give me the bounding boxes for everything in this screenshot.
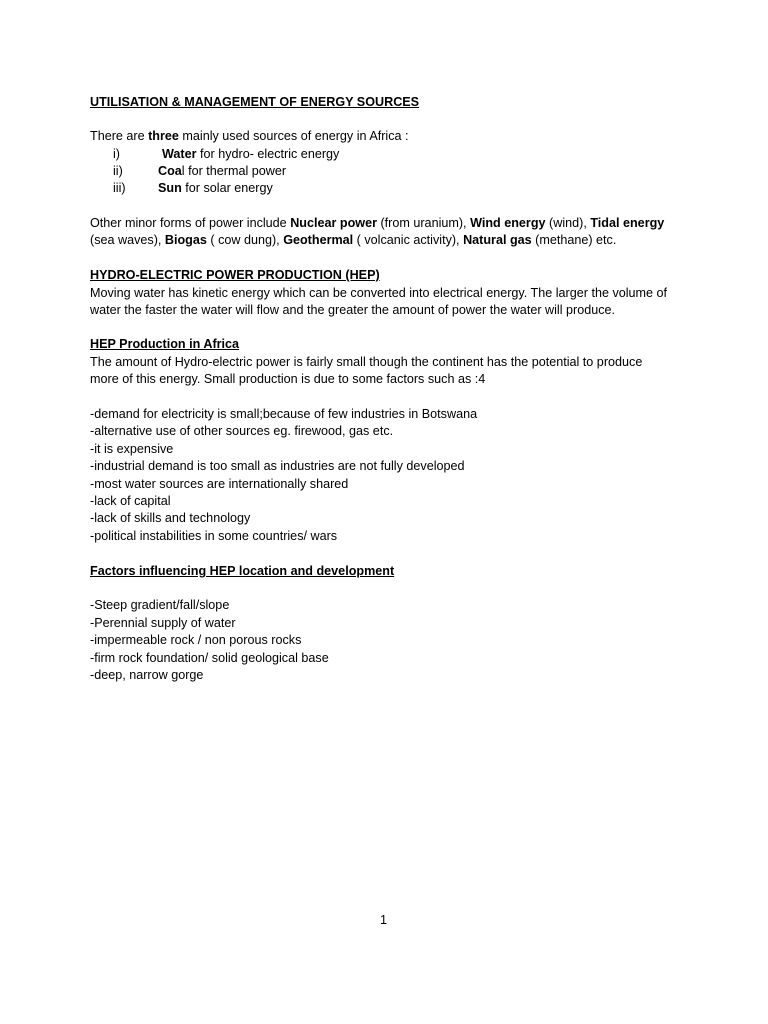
minor-bold: Nuclear power bbox=[290, 216, 377, 230]
main-heading: UTILISATION & MANAGEMENT OF ENERGY SOURCES bbox=[90, 95, 420, 109]
hep-heading: HYDRO-ELECTRIC POWER PRODUCTION (HEP) bbox=[90, 268, 380, 282]
list-item: -impermeable rock / non porous rocks bbox=[90, 633, 302, 647]
minor-bold: Tidal energy bbox=[590, 216, 665, 230]
minor-text: (wind), bbox=[545, 216, 591, 230]
list-item: -industrial demand is too small as industries are not fully developed bbox=[90, 459, 465, 473]
minor-line-2 bbox=[90, 232, 616, 249]
minor-text: ( cow dung), bbox=[206, 233, 284, 247]
list-item-text: for solar energy bbox=[181, 181, 273, 195]
minor-bold: Wind energy bbox=[470, 216, 546, 230]
list-item bbox=[158, 180, 273, 197]
list-item: -political instabilities in some countries/ wars bbox=[90, 529, 338, 543]
list-number: iii) bbox=[113, 181, 126, 195]
list-item: -demand for electricity is small;because of few industries in Botswana bbox=[90, 407, 478, 421]
list-number: ii) bbox=[113, 164, 123, 178]
list-number: i) bbox=[113, 147, 120, 161]
minor-text: (sea waves), bbox=[90, 233, 165, 247]
minor-bold: Geothermal bbox=[283, 233, 354, 247]
list-item-bold: Sun bbox=[158, 181, 182, 195]
africa-heading: HEP Production in Africa bbox=[90, 337, 240, 351]
intro-before: There are bbox=[90, 129, 149, 143]
intro-after: mainly used sources of energy in Africa : bbox=[178, 129, 409, 143]
list-item: -Steep gradient/fall/slope bbox=[90, 598, 230, 612]
minor-text: ( volcanic activity), bbox=[353, 233, 464, 247]
list-item bbox=[162, 146, 339, 163]
list-item: -lack of capital bbox=[90, 494, 171, 508]
list-item bbox=[158, 163, 286, 180]
africa-paragraph-line: more of this energy. Small production is due to some factors such as :4 bbox=[90, 372, 486, 386]
list-item-bold: Coa bbox=[158, 164, 182, 178]
list-item: -Perennial supply of water bbox=[90, 616, 236, 630]
minor-bold: Natural gas bbox=[463, 233, 532, 247]
list-item: -most water sources are internationally shared bbox=[90, 477, 349, 491]
list-item-text: l for thermal power bbox=[181, 164, 287, 178]
location-heading: Factors influencing HEP location and development bbox=[90, 564, 395, 578]
list-item-bold: Water bbox=[162, 147, 197, 161]
list-item: -it is expensive bbox=[90, 442, 174, 456]
africa-paragraph-line: The amount of Hydro-electric power is fairly small though the continent has the potential to produce bbox=[90, 355, 643, 369]
minor-bold: Biogas bbox=[164, 233, 207, 247]
page-number: 1 bbox=[380, 913, 388, 927]
list-item: -alternative use of other sources eg. firewood, gas etc. bbox=[90, 424, 394, 438]
list-item: -firm rock foundation/ solid geological base bbox=[90, 651, 329, 665]
intro-bold: three bbox=[148, 129, 179, 143]
intro-line bbox=[90, 128, 409, 145]
minor-line-1 bbox=[90, 215, 664, 232]
hep-paragraph-line: water the faster the water will flow and the greater the amount of power the water will produce. bbox=[90, 303, 616, 317]
list-item-text: for hydro- electric energy bbox=[196, 147, 340, 161]
minor-text: (methane) etc. bbox=[531, 233, 617, 247]
list-item: -deep, narrow gorge bbox=[90, 668, 204, 682]
minor-text: Other minor forms of power include bbox=[90, 216, 291, 230]
hep-paragraph-line: Moving water has kinetic energy which can be converted into electrical energy. The larger the volume of bbox=[90, 286, 668, 300]
minor-text: (from uranium), bbox=[376, 216, 471, 230]
list-item: -lack of skills and technology bbox=[90, 511, 251, 525]
